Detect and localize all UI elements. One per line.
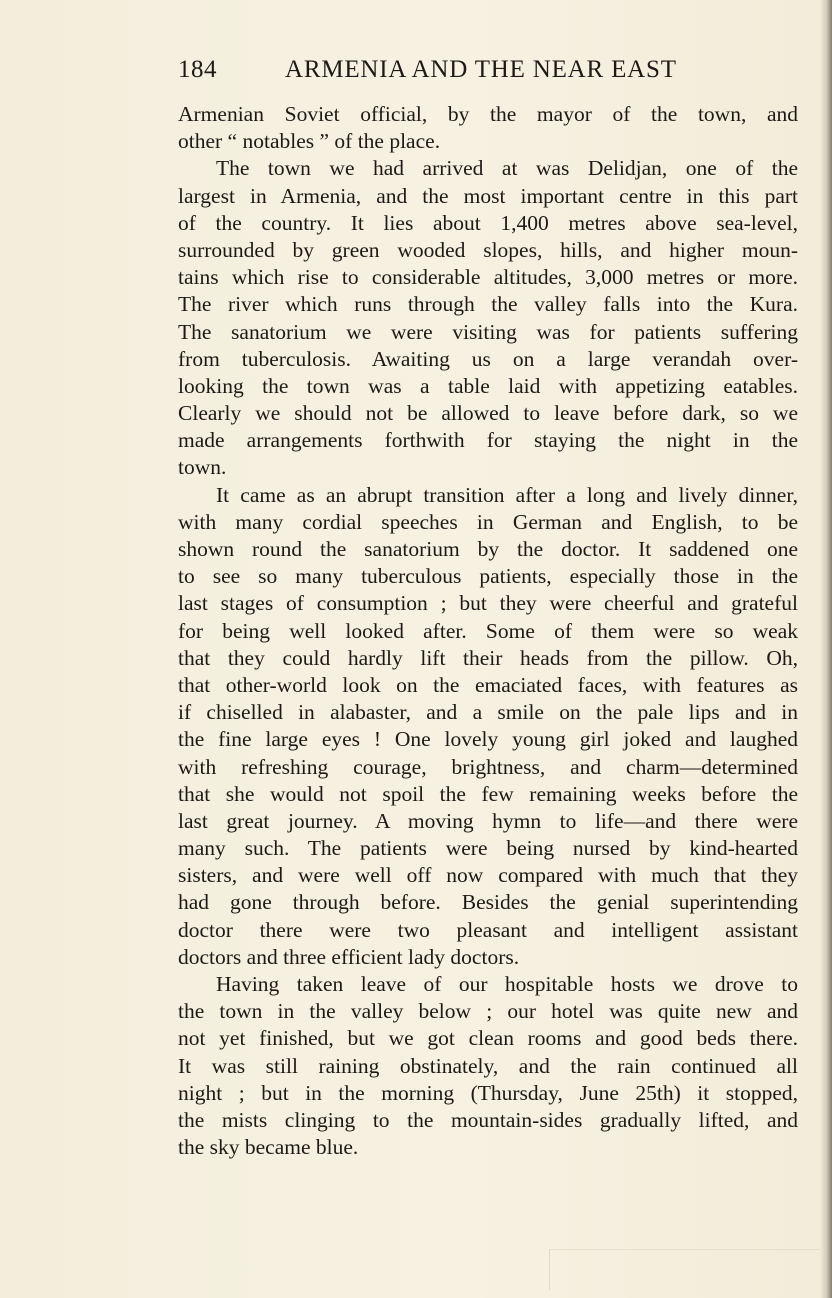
text-line: that she would not spoil the few remaining weeks before the (178, 781, 798, 806)
paper-corner-mark (549, 1249, 820, 1290)
text-line: that other-world look on the emaciated faces, with features as (178, 672, 798, 697)
text-line: doctors and three efficient lady doctors. (178, 944, 520, 969)
paragraph-first-line: The town we had arrived at was Delidjan, one of the (216, 156, 798, 181)
page-header (178, 56, 798, 90)
text-line: surrounded by green wooded slopes, hills, and higher moun- (178, 237, 798, 262)
text-line: to see so many tuberculous patients, especially those in the (178, 564, 798, 589)
text-line: shown round the sanatorium by the doctor. It saddened one (178, 537, 798, 561)
text-line: Armenian Soviet official, by the mayor of the town, and (178, 102, 798, 126)
text-line: tains which rise to considerable altitudes, 3,000 metres or more. (178, 265, 798, 290)
page-edge-shadow (820, 0, 832, 1298)
text-line: The river which runs through the valley falls into the Kura. (178, 292, 798, 317)
text-line: looking the town was a table laid with appetizing eatables. (178, 373, 798, 398)
text-line: from tuberculosis. Awaiting us on a large verandah over- (178, 346, 798, 371)
text-line: sisters, and were well off now compared with much that they (178, 863, 798, 888)
paragraph-first-line: Having taken leave of our hospitable hosts we drove to (216, 972, 798, 996)
text-line: the town in the valley below ; our hotel was quite new and (178, 999, 798, 1024)
text-line: the mists clinging to the mountain-sides gradually lifted, and (178, 1107, 798, 1132)
text-line: made arrangements forthwith for staying the night in the (178, 428, 798, 453)
text-line: for being well looked after. Some of them were so weak (178, 618, 798, 643)
text-line: last great journey. A moving hymn to life—and there were (178, 808, 798, 833)
text-line: many such. The patients were being nursed by kind-hearted (178, 836, 798, 861)
text-line: The sanatorium we were visiting was for patients suffering (178, 319, 798, 344)
text-line: with many cordial speeches in German and English, to be (178, 509, 798, 534)
body-text (178, 101, 798, 1161)
text-line: other “ notables ” of the place. (178, 129, 441, 154)
running-title: ARMENIA AND THE NEAR EAST (285, 56, 677, 83)
text-line: doctor there were two pleasant and intelligent assistant (178, 917, 798, 942)
text-line: if chiselled in alabaster, and a smile on the pale lips and in (178, 700, 798, 725)
text-line: last stages of consumption ; but they were cheerful and grateful (178, 591, 798, 616)
text-line: town. (178, 455, 227, 480)
text-line: with refreshing courage, brightness, and charm—determined (178, 754, 798, 779)
paragraph-first-line: It came as an abrupt transition after a long and lively dinner, (216, 482, 798, 507)
text-line: had gone through before. Besides the genial superintending (178, 890, 798, 915)
text-line: not yet finished, but we got clean rooms and good beds there. (178, 1026, 798, 1051)
text-line: the sky became blue. (178, 1135, 359, 1160)
text-line: of the country. It lies about 1,400 metres above sea-level, (178, 210, 798, 235)
text-line: the fine large eyes ! One lovely young girl joked and laughed (178, 727, 798, 752)
page-number: 184 (178, 56, 217, 83)
text-line: that they could hardly lift their heads from the pillow. Oh, (178, 645, 798, 670)
text-line: Clearly we should not be allowed to leave before dark, so we (178, 401, 798, 426)
text-line: largest in Armenia, and the most important centre in this part (178, 183, 798, 208)
text-line: night ; but in the morning (Thursday, June 25th) it stopped, (178, 1080, 798, 1105)
text-line: It was still raining obstinately, and the rain continued all (178, 1053, 798, 1078)
